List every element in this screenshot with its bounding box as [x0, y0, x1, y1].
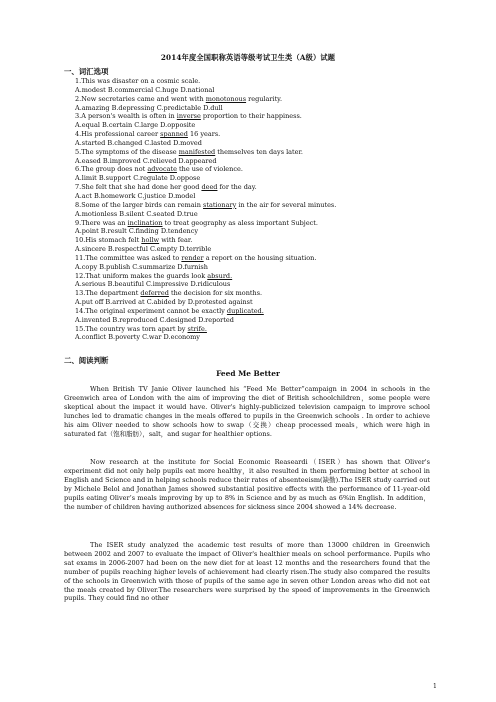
vocab-line: 15.The country was torn apart by strife.: [75, 324, 207, 333]
vocab-line: 11.The committee was asked to render a report on the housing situation.: [75, 253, 317, 262]
vocab-line: 1.This was disaster on a cosmic scale.: [75, 77, 201, 85]
vocab-line: 4.His professional career spanned 16 years.: [75, 130, 221, 139]
vocab-line: 13.The department deferred the decision for six months.: [75, 289, 263, 298]
underlined-word: manifested: [178, 147, 216, 156]
vocab-line: A.act B.homework C.justice D.model: [75, 191, 196, 200]
vocab-line: A.sincere B.respectful C.empty D.terrible: [75, 245, 212, 254]
section-heading-reading: 二、阅读判断: [64, 356, 109, 365]
underlined-word: monotonous: [205, 94, 247, 103]
vocab-line: 6.The group does not advocate the use of violence.: [75, 165, 243, 174]
vocab-line: A.put off B.arrived at C.abided by D.protested against: [75, 298, 253, 307]
underlined-word: stationary: [203, 200, 237, 209]
vocab-line: A.eased B.improved C.relieved D.appeared: [75, 156, 217, 165]
vocab-line: A.limit B.support C.regulate D.oppose: [75, 174, 201, 183]
vocab-line: A.serious B.beautiful C.impressive D.ridiculous: [75, 280, 231, 289]
vocab-line: A.invented B.reproduced C.designed D.reported: [75, 315, 234, 324]
reading-passage-title: Feed Me Better: [216, 369, 280, 378]
page-number: 1: [433, 683, 437, 690]
underlined-word: strife.: [187, 324, 207, 333]
vocab-line: 5.The symptoms of the disease manifested themselves ten days later.: [75, 147, 303, 156]
underlined-word: render: [181, 253, 204, 262]
section-heading-vocabulary: 一、词汇选项: [64, 67, 109, 76]
vocab-line: A.amazing B.depressing C.predictable D.dull: [75, 103, 223, 112]
underlined-word: spanned: [160, 130, 188, 139]
vocab-line: 8.Some of the larger birds can remain stationary in the air for several minutes.: [75, 200, 337, 209]
vocab-line: 12.That uniform makes the guards look absurd.: [75, 271, 233, 280]
vocab-line: 9.There was an inclination to treat geography as aless important Subject.: [75, 218, 318, 227]
vocab-line: 14.The original experiment cannot be exactly duplicated.: [75, 306, 264, 315]
vocab-line: 7.She felt that she had done her good deed for the day.: [75, 183, 257, 192]
underlined-word: advocate: [147, 165, 177, 174]
underlined-word: inverse: [176, 112, 201, 121]
passage-paragraph: Now research at the institute for Social Economic Reaseardi（ISER）has shown that Oliver's experiment did not only help pupils eat more healthy，it also resulted in them performing better at school in English and Science and in helping schools reduce their rates of absenteeism(缺勤).The ISER study carried out by Michele Belol and Jonathan James showed substantial positive effects with the performance of 11-year-old pupils eating Oliver’s meals improving by up to 8% in Science and by as much as 6%in English. In addition，the number of children having authorized absences for sickness since 2004 showed a 14% decrease.: [64, 458, 430, 511]
vocab-line: A.started B.changed C.lasted D.moved: [75, 138, 202, 147]
passage-paragraph: When British TV Janie Oliver launched his “Feed Me Better”campaign in 2004 in schools in the Greenwich area of London with the aim of improving the diet of British schoolchildren，some people were skeptical about the impact it would have. Oliver's highly-publicized television campaign to improve school lunches led to dramatic changes in the meals offered to pupils in the Greenwich schools . In order to achieve his aim Oliver needed to show schools how to swap（交换）cheap processed meals，which were high in saturated fat（饱和脂肪），salt，and sugar for healthier options.: [64, 385, 430, 438]
vocab-line: A.copy B.publish C.summarize D.furnish: [75, 262, 208, 271]
underlined-word: inclination: [127, 218, 163, 227]
vocab-line: A.equal B.certain C.large D.opposite: [75, 121, 196, 130]
underlined-word: hollw: [141, 236, 160, 245]
underlined-word: duplicated.: [226, 306, 264, 315]
vocabulary-question-list: [75, 77, 435, 342]
document-title: 2014年度全国职称英语等级考试卫生类（A级）试题: [160, 53, 336, 62]
underlined-word: deed: [201, 183, 218, 192]
underlined-word: deferred: [140, 289, 169, 298]
vocab-line: 2.New secretaries came and went with monotonous regularity.: [75, 94, 283, 103]
vocab-line: 10.His stomach felt hollw with fear.: [75, 236, 193, 245]
underlined-word: absurd.: [207, 271, 233, 280]
vocab-line: A.point B.result C.finding D.tendency: [75, 227, 199, 236]
vocab-line: A.modest B.commercial C.huge D.national: [75, 85, 215, 94]
vocab-line: 3.A person's wealth is often in inverse proportion to their happiness.: [75, 112, 302, 121]
vocab-line: A.conflict B.poverty C.war D.economy: [75, 333, 200, 342]
vocab-line: A.motionless B.silent C.seated D.true: [75, 209, 198, 218]
passage-paragraph: The ISER study analyzed the academic test results of more than 13000 children in Greenwich between 2002 and 2007 to evaluate the impact of Oliver's healthier meals on school performance. Pupils who sat exams in 2006-2007 had been on the new diet for at least 12 months and the researchers found that the number of pupils reaching higher levels of achievement had clearly risen.The study also compared the results of the schools in Greenwich with those of pupils of the same age in seven other London areas who did not eat the meals created by Oliver.The researchers were surprised by the speed of improvements in the Greenwich pupils. They could find no other: [64, 541, 430, 603]
